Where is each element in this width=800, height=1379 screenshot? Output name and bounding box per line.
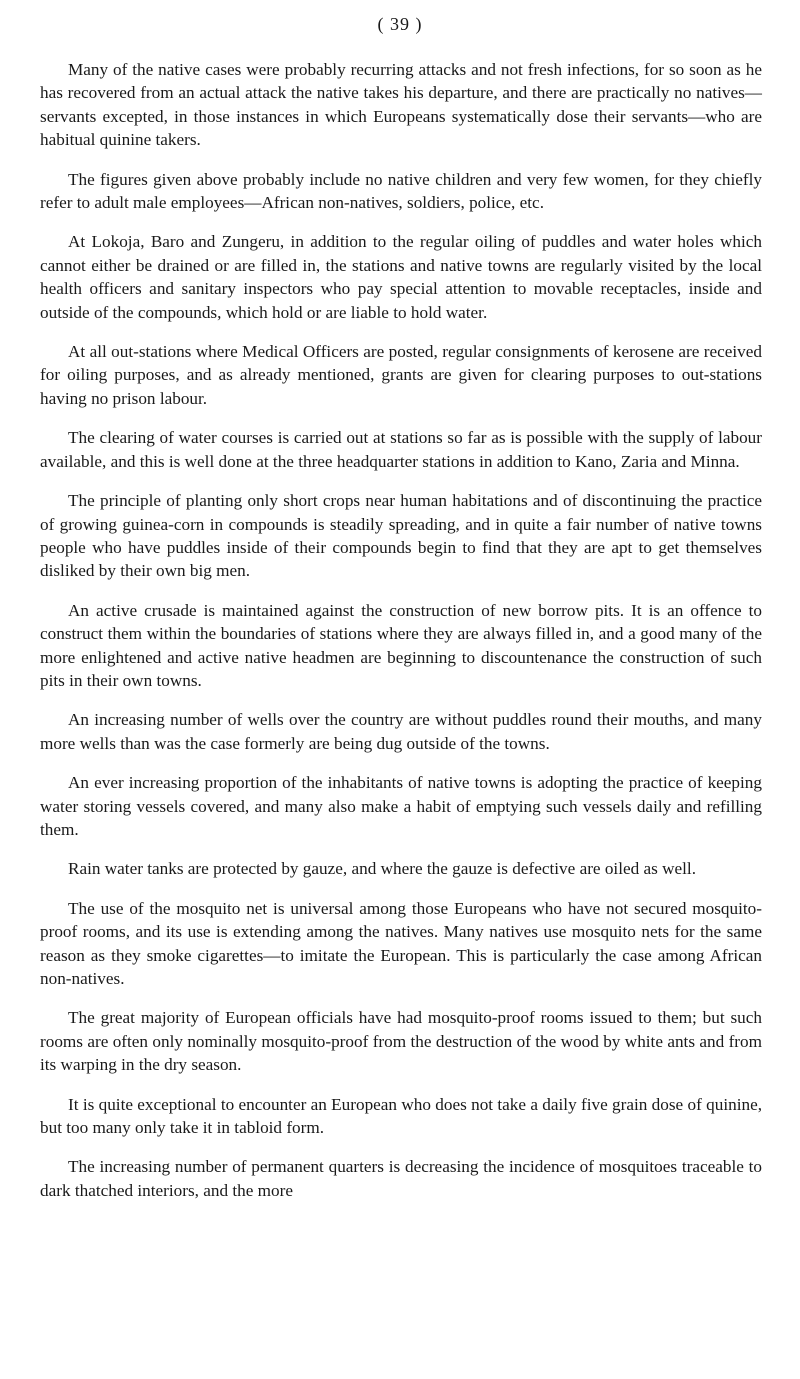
paragraph-5: The clearing of water courses is carried out at stations so far as is possible with the supply of labour available, and this is well done at the three headquarter stations in addition to Kano, Zaria and Minna. (40, 428, 762, 471)
paragraph-6: The principle of planting only short crops near human habitations and of discontinuing the practice of growing guinea-corn in compounds is steadily spreading, and in quite a fair number of native towns people who have puddles inside of their compounds begin to find that they are apt to get themselves disliked by their own big men. (40, 491, 762, 581)
paragraph-9: An ever increasing proportion of the inhabitants of native towns is adopting the practice of keeping water storing vessels covered, and many also make a habit of emptying such vessels daily and refilling them. (40, 773, 762, 839)
paragraph-7: An active crusade is maintained against the construction of new borrow pits. It is an offence to construct them within the boundaries of stations where they are always filled in, and a good many of the more enlightened and active native headmen are beginning to discountenance the construction of such pits in their own towns. (40, 600, 762, 690)
paragraph-2: The figures given above probably include no native children and very few women, for they chiefly refer to adult male employees—African non-natives, soldiers, police, etc. (40, 169, 762, 213)
paragraph-4: At all out-stations where Medical Officers are posted, regular consignments of kerosene are received for oiling purposes, and as already mentioned, grants are given for clearing purposes to out-stations having no prison labour. (40, 342, 762, 408)
paragraph-3: At Lokoja, Baro and Zungeru, in addition to the regular oiling of puddles and water holes which cannot either be drained or are filled in, the stations and native towns are regularly visited by the local health officers and sanitary inspectors who pay special attention to movable receptacles, inside and outside of the compounds, which hold or are liable to hold water. (40, 232, 762, 322)
paragraph-1: Many of the native cases were probably recurring attacks and not fresh infections, for so soon as he has recovered from an actual attack the native takes his departure, and there are practically no natives—servants excepted, in those instances in which Europeans systematically dose their servants—who are habitual quinine takers. (40, 60, 762, 150)
paragraph-12: The great majority of European officials have had mosquito-proof rooms issued to them; but such rooms are often only nominally mosquito-proof from the destruction of the wood by white ants and from its warping in the dry season. (40, 1008, 762, 1075)
paragraph-13: It is quite exceptional to encounter an European who does not take a daily five grain dose of quinine, but too many only take it in tabloid form. (40, 1094, 762, 1138)
paragraph-11: The use of the mosquito net is universal among those Europeans who have not secured mosquito-proof rooms, and its use is extending among the natives. Many natives use mosquito nets for the same reason as they smoke cigarettes—to imitate the European. This is particularly the case among African non-natives. (40, 898, 762, 988)
paragraph-14: The increasing number of permanent quarters is decreasing the incidence of mosquitoes traceable to dark thatched interiors, and the more (40, 1157, 762, 1200)
page-number: ( 39 ) (377, 14, 423, 34)
body-text (40, 58, 762, 1218)
paragraph-8: An increasing number of wells over the country are without puddles round their mouths, and many more wells than was the case formerly are being dug outside of the towns. (40, 710, 762, 753)
paragraph-10: Rain water tanks are protected by gauze, and where the gauze is defective are oiled as well. (68, 859, 697, 879)
